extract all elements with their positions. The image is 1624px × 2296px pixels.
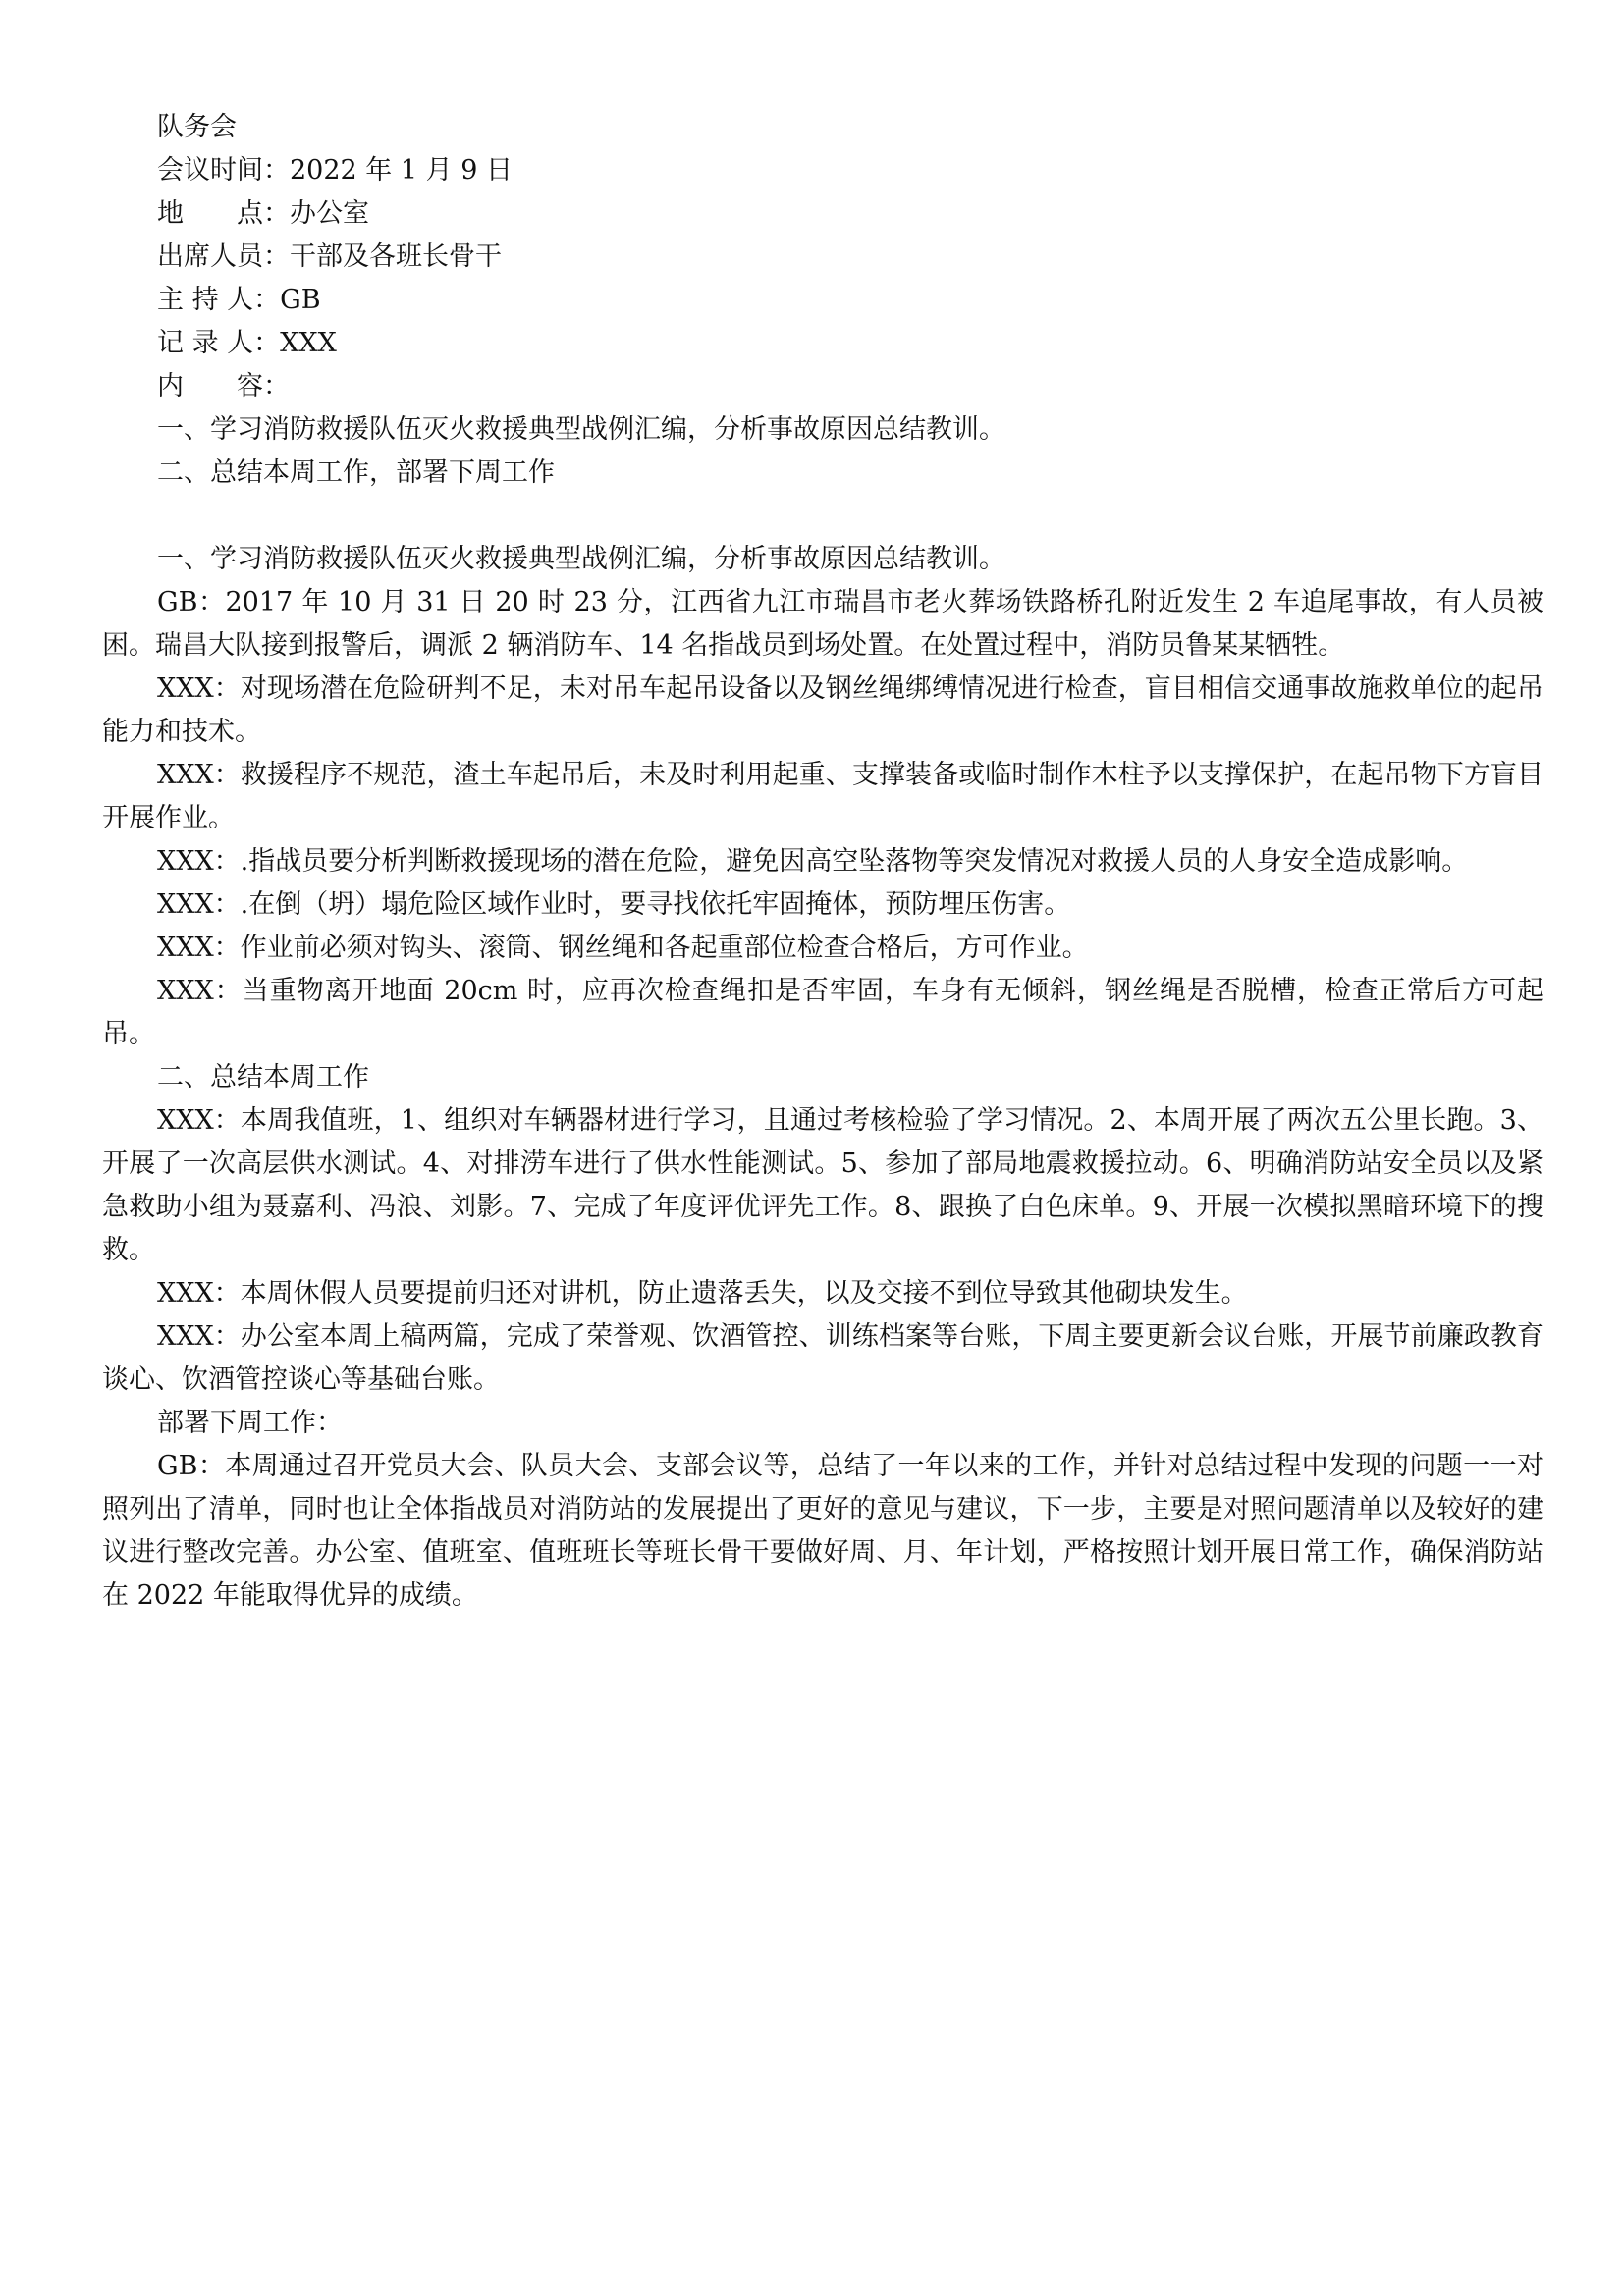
agenda-item-2: 二、总结本周工作，部署下周工作 [157,457,555,488]
host-line: 主 持 人：GB [157,285,321,315]
section-1-paragraph: GB：2017 年 10 月 31 日 20 时 23 分，江西省九江市瑞昌市老火葬场铁路桥孔附近发生 2 车追尾事故，有人员被困。瑞昌大队接到报警后，调派 2 辆消防车、14 名指战员到场处置。在处置过程中，消防员鲁某某牺牲。 [102,587,1543,661]
section-1-paragraph: XXX：.指战员要分析判断救援现场的潜在危险，避免因高空坠落物等突发情况对救援人员的人身安全造成影响。 [157,846,1469,877]
section-1-paragraph: XXX：当重物离开地面 20cm 时，应再次检查绳扣是否牢固，车身有无倾斜，钢丝绳是否脱槽，检查正常后方可起吊。 [102,976,1543,1049]
recorder-line: 记 录 人：XXX [157,328,337,358]
agenda-item-1: 一、学习消防救援队伍灭火救援典型战例汇编，分析事故原因总结教训。 [157,414,1005,445]
section-1-paragraph: XXX：作业前必须对钩头、滚筒、钢丝绳和各起重部位检查合格后，方可作业。 [157,933,1089,963]
section-1-paragraph: XXX：救援程序不规范，渣土车起吊后，未及时利用起重、支撑装备或临时制作木柱予以支撑保护，在起吊物下方盲目开展作业。 [102,760,1543,833]
content-line: 内 容： [157,371,290,401]
section-1-paragraph: XXX：.在倒（坍）塌危险区域作业时，要寻找依托牢固掩体，预防埋压伤害。 [157,889,1071,920]
meeting-minutes-document [102,106,1543,1618]
section-2-paragraph: XXX：本周我值班，1、组织对车辆器材进行学习，且通过考核检验了学习情况。2、本周开展了两次五公里长跑。3、开展了一次高层供水测试。4、对排涝车进行了供水性能测试。5、参加了部局地震救援拉动。6、明确消防站安全员以及紧急救助小组为聂嘉利、冯浪、刘影。7、完成了年度评优评先工作。8、跟换了白色床单。9、开展一次模拟黑暗环境下的搜救。 [102,1105,1543,1265]
meeting-time-line: 会议时间：2022 年 1 月 9 日 [157,155,513,186]
section-2-paragraph: XXX：本周休假人员要提前归还对讲机，防止遗落丢失，以及交接不到位导致其他砌块发生。 [157,1278,1248,1308]
blank-spacer [157,495,1543,538]
section-3-paragraph: GB：本周通过召开党员大会、队员大会、支部会议等，总结了一年以来的工作，并针对总结过程中发现的问题一一对照列出了清单，同时也让全体指战员对消防站的发展提出了更好的意见与建议，下一步，主要是对照问题清单以及较好的建议进行整改完善。办公室、值班室、值班班长等班长骨干要做好周、月、年计划，严格按照计划开展日常工作，确保消防站在 2022 年能取得优异的成绩。 [102,1451,1543,1611]
section-1-paragraph: XXX：对现场潜在危险研判不足，未对吊车起吊设备以及钢丝绳绑缚情况进行检查，盲目相信交通事故施救单位的起吊能力和技术。 [102,673,1543,747]
document-title: 队务会 [157,112,237,142]
section-1-heading: 一、学习消防救援队伍灭火救援典型战例汇编，分析事故原因总结教训。 [157,544,1005,574]
section-2-paragraph: XXX：办公室本周上稿两篇，完成了荣誉观、饮酒管控、训练档案等台账，下周主要更新会议台账，开展节前廉政教育谈心、饮酒管控谈心等基础台账。 [102,1321,1543,1395]
meeting-place-line: 地 点：办公室 [157,198,369,229]
section-3-heading: 部署下周工作： [157,1408,343,1438]
attendees-line: 出席人员：干部及各班长骨干 [157,241,502,272]
section-2-heading: 二、总结本周工作 [157,1062,369,1093]
